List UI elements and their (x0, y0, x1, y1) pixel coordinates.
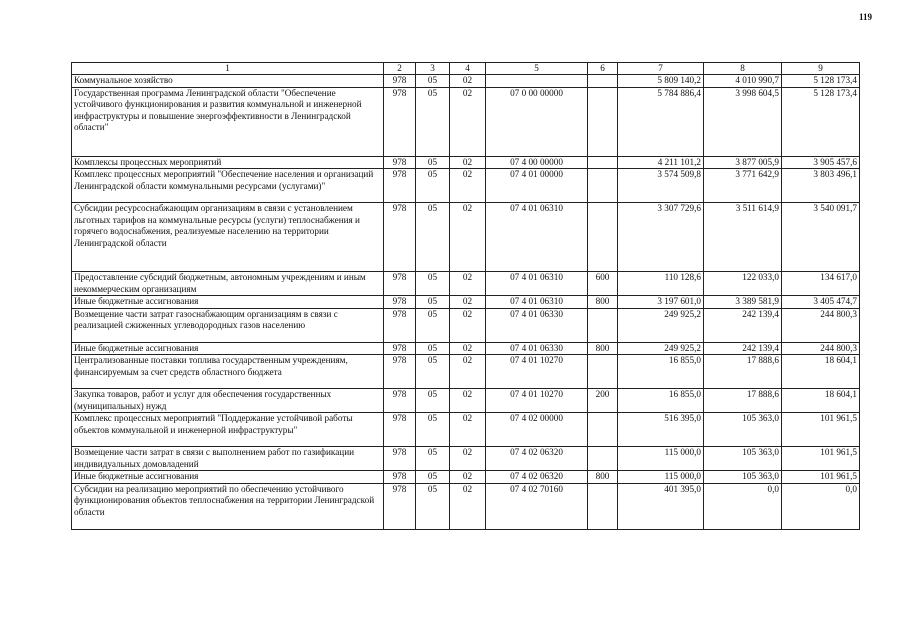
cell-expense-type: 200 (588, 389, 618, 413)
cell-target-article: 07 4 01 10270 (486, 355, 588, 389)
column-header: 6 (588, 63, 618, 75)
cell-code: 978 (384, 156, 416, 169)
cell-amount: 101 961,5 (782, 447, 860, 471)
cell-expense-type (588, 483, 618, 529)
cell-name: Иные бюджетные ассигнования (72, 342, 384, 355)
cell-section: 05 (416, 156, 450, 169)
table-row (72, 296, 860, 309)
cell-expense-type (588, 203, 618, 272)
cell-expense-type (588, 75, 618, 88)
cell-amount: 5 128 173,4 (782, 87, 860, 156)
cell-amount: 110 128,6 (618, 272, 704, 296)
cell-name: Возмещение части затрат в связи с выполнением работ по газификации индивидуальных домовладений (72, 447, 384, 471)
cell-code: 978 (384, 203, 416, 272)
cell-name: Иные бюджетные ассигнования (72, 296, 384, 309)
cell-name: Комплекс процессных мероприятий "Поддержание устойчивой работы объектов коммунальной и инженерной инфраструктуры" (72, 413, 384, 447)
cell-code: 978 (384, 342, 416, 355)
cell-subsection: 02 (450, 169, 486, 203)
cell-expense-type (588, 355, 618, 389)
cell-expense-type: 800 (588, 342, 618, 355)
cell-expense-type: 600 (588, 272, 618, 296)
cell-section: 05 (416, 169, 450, 203)
cell-subsection: 02 (450, 342, 486, 355)
cell-amount: 18 604,1 (782, 355, 860, 389)
cell-amount: 18 604,1 (782, 389, 860, 413)
cell-amount: 0,0 (704, 483, 782, 529)
cell-section: 05 (416, 413, 450, 447)
cell-amount: 5 809 140,2 (618, 75, 704, 88)
cell-target-article: 07 4 01 06330 (486, 308, 588, 342)
table-row (72, 355, 860, 389)
column-header: 1 (72, 63, 384, 75)
cell-expense-type (588, 413, 618, 447)
cell-amount: 3 540 091,7 (782, 203, 860, 272)
cell-code: 978 (384, 169, 416, 203)
column-header: 7 (618, 63, 704, 75)
cell-name: Возмещение части затрат газоснабжающим организациям в связи с реализацией сжиженных углеводородных газов населению (72, 308, 384, 342)
cell-section: 05 (416, 87, 450, 156)
cell-amount: 105 363,0 (704, 471, 782, 484)
cell-code: 978 (384, 272, 416, 296)
column-header: 2 (384, 63, 416, 75)
table-row (72, 471, 860, 484)
cell-amount: 115 000,0 (618, 471, 704, 484)
cell-section: 05 (416, 203, 450, 272)
cell-name: Государственная программа Ленинградской области "Обеспечение устойчивого функционирования и развития коммунальной и инженерной инфраструктуры и повышение энергоэффективности в Ленинградской области" (72, 87, 384, 156)
cell-amount: 3 405 474,7 (782, 296, 860, 309)
table-row (72, 156, 860, 169)
cell-amount: 122 033,0 (704, 272, 782, 296)
cell-amount: 101 961,5 (782, 471, 860, 484)
cell-amount: 17 888,6 (704, 389, 782, 413)
cell-section: 05 (416, 75, 450, 88)
cell-subsection: 02 (450, 471, 486, 484)
cell-amount: 242 139,4 (704, 342, 782, 355)
cell-subsection: 02 (450, 355, 486, 389)
cell-amount: 3 771 642,9 (704, 169, 782, 203)
cell-code: 978 (384, 355, 416, 389)
table-row (72, 483, 860, 529)
cell-code: 978 (384, 75, 416, 88)
cell-amount: 3 307 729,6 (618, 203, 704, 272)
cell-code: 978 (384, 471, 416, 484)
cell-section: 05 (416, 308, 450, 342)
table-row (72, 389, 860, 413)
cell-section: 05 (416, 389, 450, 413)
cell-amount: 134 617,0 (782, 272, 860, 296)
cell-target-article: 07 4 00 00000 (486, 156, 588, 169)
cell-section: 05 (416, 342, 450, 355)
cell-subsection: 02 (450, 389, 486, 413)
cell-code: 978 (384, 389, 416, 413)
cell-code: 978 (384, 483, 416, 529)
page-number: 119 (858, 12, 872, 22)
cell-expense-type (588, 169, 618, 203)
cell-name: Субсидии на реализацию мероприятий по обеспечению устойчивого функционирования объектов теплоснабжения на территории Ленинградской области (72, 483, 384, 529)
cell-amount: 17 888,6 (704, 355, 782, 389)
column-header: 4 (450, 63, 486, 75)
cell-subsection: 02 (450, 75, 486, 88)
cell-code: 978 (384, 87, 416, 156)
cell-name: Закупка товаров, работ и услуг для обеспечения государственных (муниципальных) нужд (72, 389, 384, 413)
cell-name: Комплекс процессных мероприятий "Обеспечение населения и организаций Ленинградской области коммунальными ресурсами (услугами)" (72, 169, 384, 203)
cell-amount: 105 363,0 (704, 413, 782, 447)
cell-code: 978 (384, 447, 416, 471)
cell-amount: 401 395,0 (618, 483, 704, 529)
cell-section: 05 (416, 471, 450, 484)
cell-subsection: 02 (450, 447, 486, 471)
column-header-row (72, 63, 860, 75)
cell-subsection: 02 (450, 87, 486, 156)
cell-target-article: 07 4 01 06310 (486, 203, 588, 272)
cell-target-article (486, 75, 588, 88)
cell-target-article: 07 0 00 00000 (486, 87, 588, 156)
cell-amount: 5 128 173,4 (782, 75, 860, 88)
column-header: 5 (486, 63, 588, 75)
table-row (72, 169, 860, 203)
cell-section: 05 (416, 447, 450, 471)
table-row (72, 413, 860, 447)
table-row (72, 87, 860, 156)
cell-target-article: 07 4 02 00000 (486, 413, 588, 447)
cell-amount: 3 197 601,0 (618, 296, 704, 309)
cell-amount: 16 855,0 (618, 389, 704, 413)
cell-target-article: 07 4 02 06320 (486, 471, 588, 484)
cell-target-article: 07 4 02 06320 (486, 447, 588, 471)
cell-code: 978 (384, 413, 416, 447)
cell-expense-type: 800 (588, 296, 618, 309)
cell-subsection: 02 (450, 272, 486, 296)
cell-subsection: 02 (450, 413, 486, 447)
cell-amount: 16 855,0 (618, 355, 704, 389)
cell-amount: 3 905 457,6 (782, 156, 860, 169)
cell-amount: 4 211 101,2 (618, 156, 704, 169)
table-row (72, 272, 860, 296)
cell-section: 05 (416, 483, 450, 529)
cell-section: 05 (416, 296, 450, 309)
cell-target-article: 07 4 01 06310 (486, 296, 588, 309)
cell-amount: 3 574 509,8 (618, 169, 704, 203)
table-row (72, 75, 860, 88)
cell-subsection: 02 (450, 296, 486, 309)
cell-amount: 3 998 604,5 (704, 87, 782, 156)
cell-expense-type: 800 (588, 471, 618, 484)
cell-expense-type (588, 447, 618, 471)
cell-name: Комплексы процессных мероприятий (72, 156, 384, 169)
table-row (72, 308, 860, 342)
cell-amount: 3 877 005,9 (704, 156, 782, 169)
cell-name: Иные бюджетные ассигнования (72, 471, 384, 484)
cell-name: Предоставление субсидий бюджетным, автономным учреждениям и иным некоммерческим организациям (72, 272, 384, 296)
cell-amount: 242 139,4 (704, 308, 782, 342)
cell-code: 978 (384, 308, 416, 342)
cell-section: 05 (416, 272, 450, 296)
column-header: 9 (782, 63, 860, 75)
cell-amount: 3 389 581,9 (704, 296, 782, 309)
cell-subsection: 02 (450, 156, 486, 169)
cell-name: Коммунальное хозяйство (72, 75, 384, 88)
cell-amount: 115 000,0 (618, 447, 704, 471)
cell-expense-type (588, 308, 618, 342)
cell-amount: 5 784 886,4 (618, 87, 704, 156)
cell-section: 05 (416, 355, 450, 389)
cell-target-article: 07 4 01 00000 (486, 169, 588, 203)
cell-amount: 3 803 496,1 (782, 169, 860, 203)
cell-subsection: 02 (450, 203, 486, 272)
column-header: 8 (704, 63, 782, 75)
table-row (72, 203, 860, 272)
cell-amount: 3 511 614,9 (704, 203, 782, 272)
cell-name: Централизованные поставки топлива государственным учреждениям, финансируемым за счет средств областного бюджета (72, 355, 384, 389)
cell-amount: 249 925,2 (618, 342, 704, 355)
cell-amount: 0,0 (782, 483, 860, 529)
cell-amount: 105 363,0 (704, 447, 782, 471)
cell-amount: 516 395,0 (618, 413, 704, 447)
cell-name: Субсидии ресурсоснабжающим организациям в связи с установлением льготных тарифов на коммунальные ресурсы (услуги) теплоснабжения и горячего водоснабжения, реализуемые населению на территории Ленинградской области (72, 203, 384, 272)
cell-subsection: 02 (450, 308, 486, 342)
cell-target-article: 07 4 01 10270 (486, 389, 588, 413)
cell-expense-type (588, 156, 618, 169)
cell-amount: 101 961,5 (782, 413, 860, 447)
column-header: 3 (416, 63, 450, 75)
table-row (72, 447, 860, 471)
cell-target-article: 07 4 02 70160 (486, 483, 588, 529)
table-row (72, 342, 860, 355)
cell-target-article: 07 4 01 06310 (486, 272, 588, 296)
table-body (72, 75, 860, 530)
cell-amount: 244 800,3 (782, 342, 860, 355)
budget-table (71, 62, 860, 530)
cell-amount: 249 925,2 (618, 308, 704, 342)
cell-target-article: 07 4 01 06330 (486, 342, 588, 355)
cell-amount: 4 010 990,7 (704, 75, 782, 88)
cell-subsection: 02 (450, 483, 486, 529)
cell-expense-type (588, 87, 618, 156)
cell-code: 978 (384, 296, 416, 309)
cell-amount: 244 800,3 (782, 308, 860, 342)
